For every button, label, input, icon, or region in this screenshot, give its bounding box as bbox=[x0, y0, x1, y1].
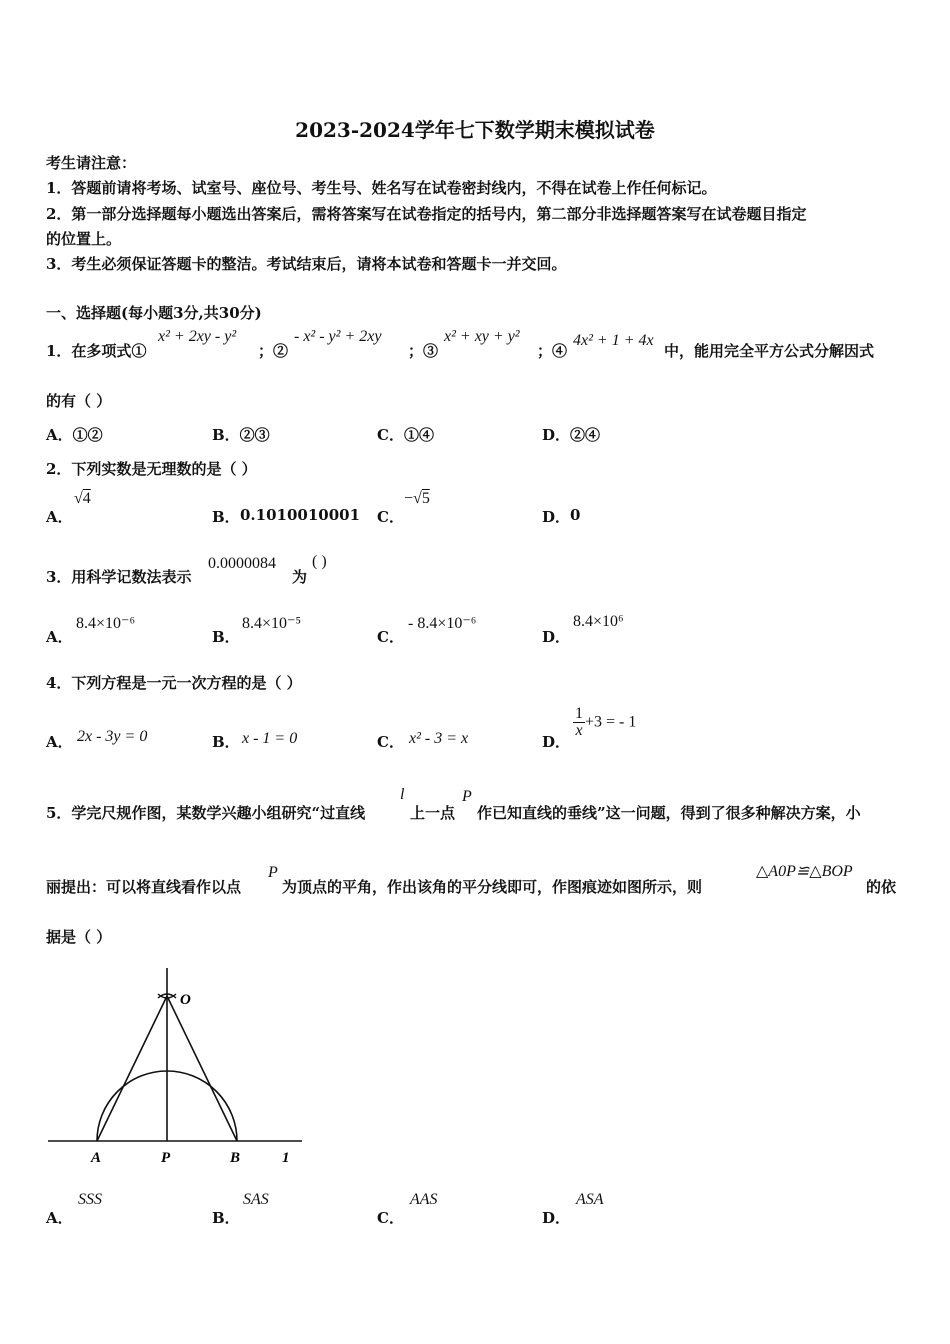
q1-sep-4: ；④ bbox=[537, 342, 568, 360]
q5-point-p: P bbox=[462, 788, 472, 805]
q2-label-d: D． bbox=[542, 508, 571, 526]
q1-poly-1: x² + 2xy - y² bbox=[158, 328, 237, 345]
q1-poly-2: - x² - y² + 2xy bbox=[294, 328, 382, 345]
q4-option-a: 2x - 3y = 0 bbox=[77, 728, 148, 745]
q3-label-a: A． bbox=[46, 628, 73, 646]
q1-suffix: 中，能用完全平方公式分解因式 bbox=[664, 342, 875, 360]
q1-option-a: A．①② bbox=[46, 426, 103, 444]
q3-option-a: 8.4×10⁻⁶ bbox=[76, 615, 136, 632]
q3-option-c: - 8.4×10⁻⁶ bbox=[408, 615, 477, 632]
q5-line-1a: 5．学完尺规作图，某数学兴趣小组研究“过直线 bbox=[46, 804, 366, 822]
q2-option-c-sign: − bbox=[404, 490, 414, 507]
q1-prefix: 1．在多项式① bbox=[46, 342, 147, 360]
q5-option-b: SAS bbox=[243, 1191, 269, 1208]
figure-label-a: A bbox=[91, 1150, 102, 1166]
q5-label-c: C． bbox=[377, 1209, 404, 1227]
q4-label-b: B． bbox=[212, 733, 240, 751]
q3-option-b: 8.4×10⁻⁵ bbox=[242, 615, 302, 632]
notice-line-2a: 2．第一部分选择题每小题选出答案后，需将答案写在试卷指定的括号内，第二部分非选择题答案写在试卷题目指定 bbox=[46, 205, 807, 223]
q3-number: 0.0000084 bbox=[208, 555, 276, 572]
q2-option-c-radicand: 5 bbox=[421, 490, 430, 507]
q3-label-d: D． bbox=[542, 628, 571, 646]
q5-line-3: 据是（ ） bbox=[46, 928, 112, 946]
q4-option-b: x - 1 = 0 bbox=[242, 730, 298, 747]
q1-option-b: B．②③ bbox=[212, 426, 270, 444]
notice-heading: 考生请注意： bbox=[46, 154, 137, 172]
q2-label-a: A． bbox=[46, 508, 73, 526]
notice-line-3: 3．考生必须保证答题卡的整洁。考试结束后，请将本试卷和答题卡一并交回。 bbox=[46, 255, 567, 273]
q3-label-b: B． bbox=[212, 628, 240, 646]
q4-option-c: x² - 3 = x bbox=[409, 730, 469, 747]
q2-option-a: √4 bbox=[74, 490, 91, 507]
q1-sep-3: ；③ bbox=[408, 342, 439, 360]
q2-stem: 2．下列实数是无理数的是（ ） bbox=[46, 460, 257, 478]
figure-label-b: B bbox=[230, 1150, 241, 1166]
q5-option-a: SSS bbox=[78, 1191, 102, 1208]
figure-label-1: 1 bbox=[282, 1150, 290, 1166]
q4-label-c: C． bbox=[377, 733, 404, 751]
q4-label-d: D． bbox=[542, 733, 571, 751]
q4-option-d-numerator: 1 bbox=[575, 705, 583, 722]
q4-option-d-fraction bbox=[573, 706, 585, 739]
q3-paren: ( ) bbox=[312, 553, 327, 570]
q5-line-1c: 作已知直线的垂线”这一问题，得到了很多种解决方案，小 bbox=[477, 804, 861, 822]
q2-option-d: 0 bbox=[570, 506, 581, 524]
q5-label-d: D． bbox=[542, 1209, 571, 1227]
q4-option-d-rest: +3 = - 1 bbox=[585, 713, 637, 731]
q2-option-a-radicand: 4 bbox=[82, 490, 91, 507]
notice-line-1: 1．答题前请将考场、试室号、座位号、考生号、姓名写在试卷密封线内，不得在试卷上作任何标记。 bbox=[46, 179, 717, 197]
q4-option-d-denominator: x bbox=[575, 722, 583, 739]
figure-label-p: P bbox=[161, 1150, 171, 1166]
q4-stem: 4．下列方程是一元一次方程的是（ ） bbox=[46, 674, 302, 692]
q2-option-b: 0.1010010001 bbox=[240, 506, 361, 524]
q5-label-a: A． bbox=[46, 1209, 73, 1227]
q5-congruence: △A0P≌△BOP bbox=[756, 863, 853, 880]
q1-poly-4: 4x² + 1 + 4x bbox=[573, 332, 654, 349]
q5-line-1b: 上一点 bbox=[410, 804, 456, 822]
q1-sep-2: ；② bbox=[258, 342, 289, 360]
figure-segment-ao bbox=[97, 996, 167, 1141]
notice-line-2b: 的位置上。 bbox=[46, 230, 122, 248]
q3-label-c: C． bbox=[377, 628, 404, 646]
q5-construction-figure bbox=[40, 960, 310, 1170]
figure-label-o: O bbox=[180, 992, 191, 1008]
q2-option-c: −√5 bbox=[404, 490, 430, 507]
q4-label-a: A． bbox=[46, 733, 73, 751]
q3-option-d: 8.4×10⁶ bbox=[573, 613, 624, 630]
q5-option-d: ASA bbox=[576, 1191, 604, 1208]
q5-point-p-2: P bbox=[268, 864, 278, 881]
q3-stem: 3．用科学记数法表示 bbox=[46, 568, 192, 586]
q1-poly-3: x² + xy + y² bbox=[444, 328, 520, 345]
q1-line-2: 的有（ ） bbox=[46, 392, 112, 410]
q1-option-c: C．①④ bbox=[377, 426, 434, 444]
page-title: 2023-2024学年七下数学期末模拟试卷 bbox=[295, 118, 655, 142]
q5-line-2a: 丽提出：可以将直线看作以点 bbox=[46, 878, 242, 896]
q5-line-2b: 为顶点的平角，作出该角的平分线即可，作图痕迹如图所示，则 bbox=[282, 878, 703, 896]
q5-label-b: B． bbox=[212, 1209, 240, 1227]
q1-option-d: D．②④ bbox=[542, 426, 601, 444]
q2-label-c: C． bbox=[377, 508, 404, 526]
q2-label-b: B． bbox=[212, 508, 240, 526]
q4-option-d bbox=[573, 706, 636, 739]
q5-line-l: l bbox=[400, 786, 405, 803]
q5-line-2c: 的依 bbox=[866, 878, 897, 896]
section-heading: 一、选择题(每小题3分,共30分) bbox=[46, 304, 262, 322]
figure-segment-bo bbox=[167, 996, 237, 1141]
q3-wei: 为 bbox=[292, 568, 308, 586]
q5-option-c: AAS bbox=[410, 1191, 438, 1208]
